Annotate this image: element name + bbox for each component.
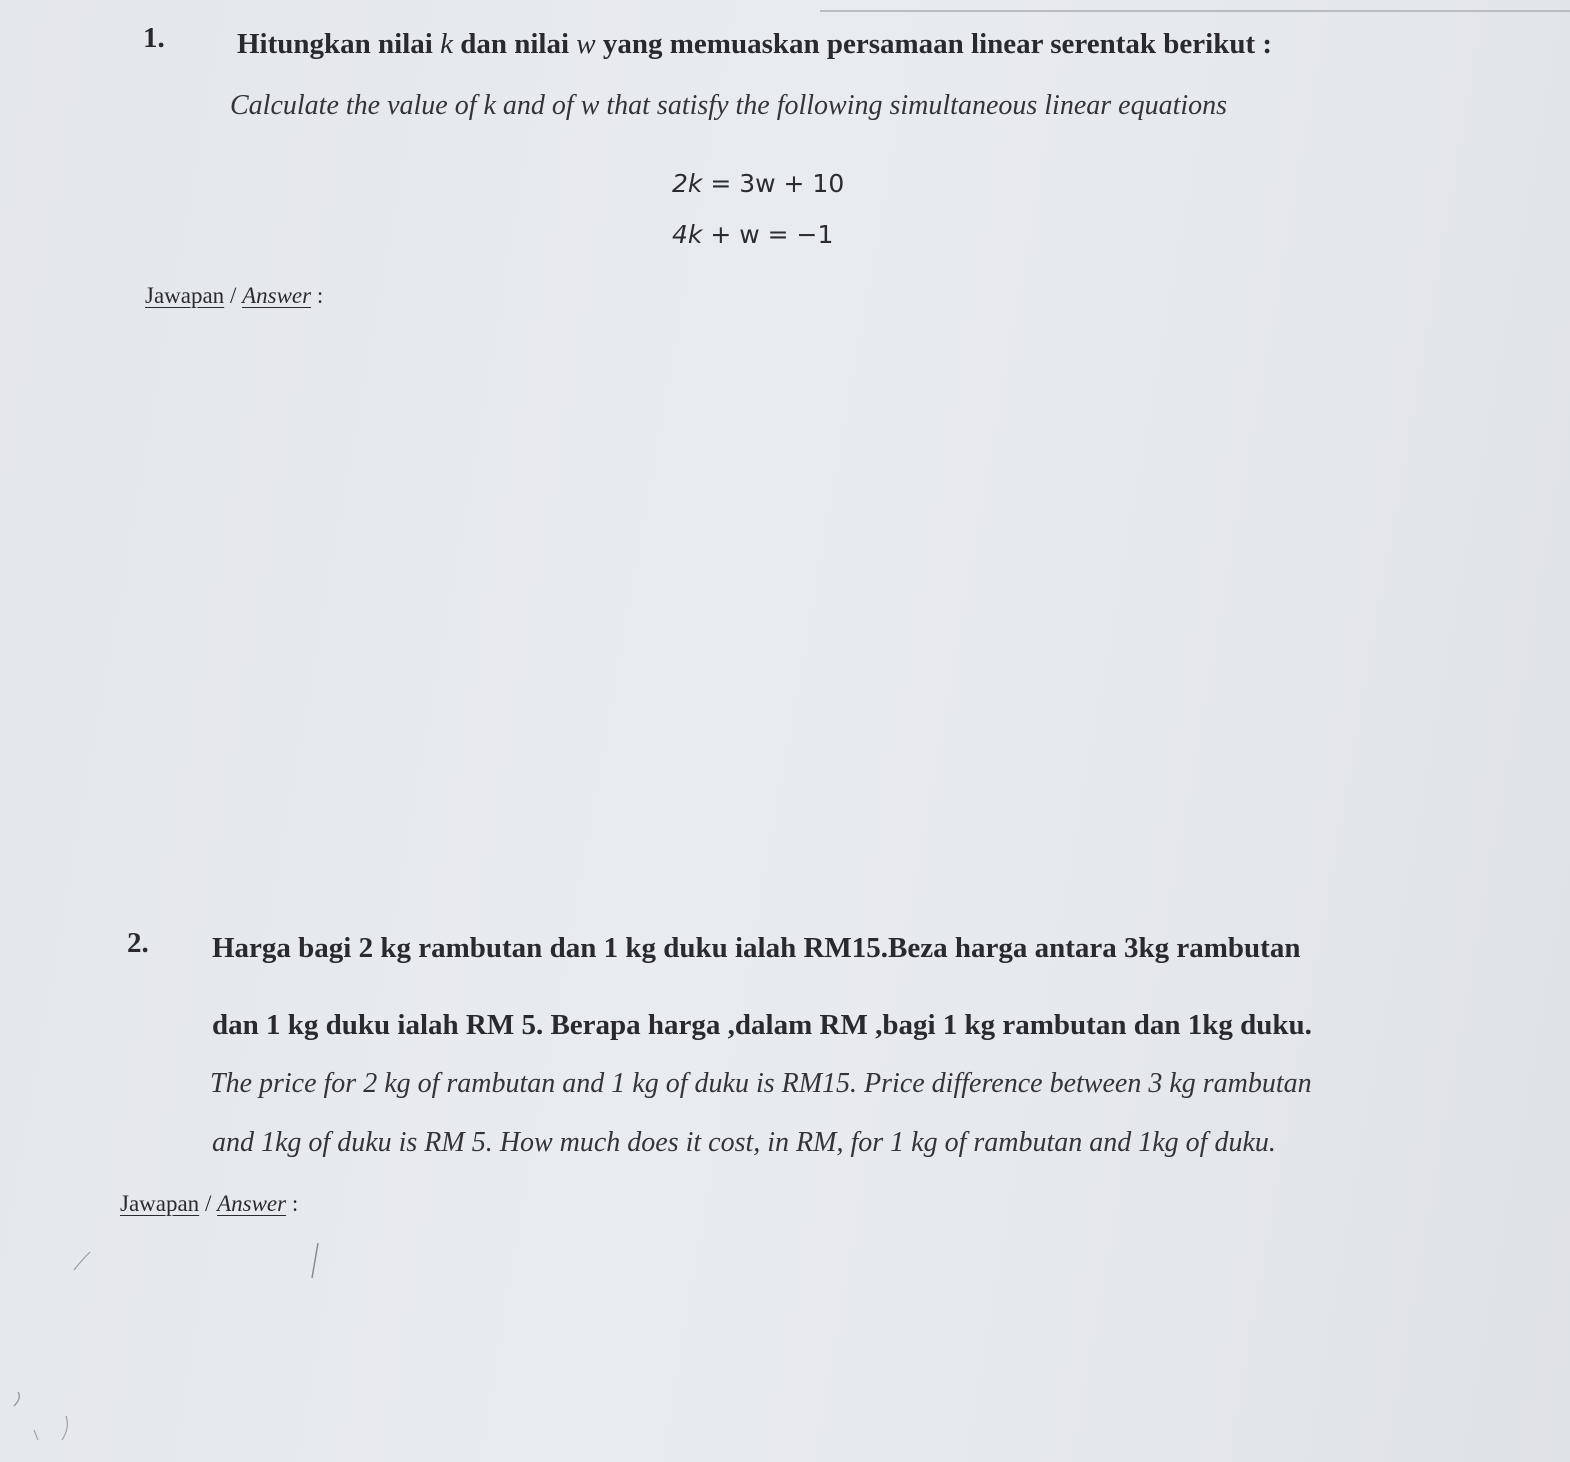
question1-malay-mid: dan nilai: [452, 28, 577, 60]
equation-2-lhs: 4k: [672, 220, 703, 249]
question1-malay-var-w: w: [576, 28, 596, 60]
question2-malay-line1: Harga bagi 2 kg rambutan dan 1 kg duku ialah RM15.Beza harga antara 3kg rambutan: [212, 932, 1301, 964]
question2-answer-label-ms: Jawapan: [120, 1191, 200, 1216]
question1-answer-label-sep: /: [224, 283, 243, 308]
question1-number: 1.: [143, 22, 165, 54]
stray-mark-4: [62, 1416, 67, 1440]
question1-answer-label-en: Answer: [242, 283, 312, 308]
question2-english-line2: and 1kg of duku is RM 5. How much does it cost, in RM, for 1 kg of rambutan and 1kg of duku.: [212, 1127, 1276, 1158]
question1-malay-var-k: k: [440, 28, 453, 60]
question2-malay-line2: dan 1 kg duku ialah RM 5. Berapa harga ,dalam RM ,bagi 1 kg rambutan dan 1kg duku.: [212, 1009, 1312, 1041]
question2-english-line1: The price for 2 kg of rambutan and 1 kg of duku is RM15. Price difference between 3 kg rambutan: [210, 1068, 1312, 1099]
question1-malay-suffix: yang memuaskan persamaan linear serentak berikut :: [595, 28, 1273, 60]
equation-1-rhs: = 3w + 10: [710, 169, 845, 198]
question1-malay-prefix: Hitungkan nilai: [237, 28, 441, 60]
question2-answer-label-en: Answer: [217, 1191, 287, 1216]
equation-2-rhs: + w = −1: [710, 220, 834, 249]
question1-answer-label-ms: Jawapan: [145, 283, 225, 308]
stray-mark-2: [74, 1252, 90, 1270]
question2-answer-label-colon: :: [286, 1191, 299, 1216]
equation-1-lhs: 2k: [672, 169, 703, 198]
stray-mark-3: [14, 1392, 19, 1406]
stray-mark-1: [312, 1243, 318, 1278]
question1-english-text: Calculate the value of k and of w that satisfy the following simultaneous linear equations: [230, 90, 1228, 121]
question2-number: 2.: [127, 927, 149, 959]
question1-answer-label-colon: :: [311, 283, 324, 308]
stray-mark-5: [34, 1430, 38, 1440]
question2-answer-label-sep: /: [199, 1191, 218, 1216]
